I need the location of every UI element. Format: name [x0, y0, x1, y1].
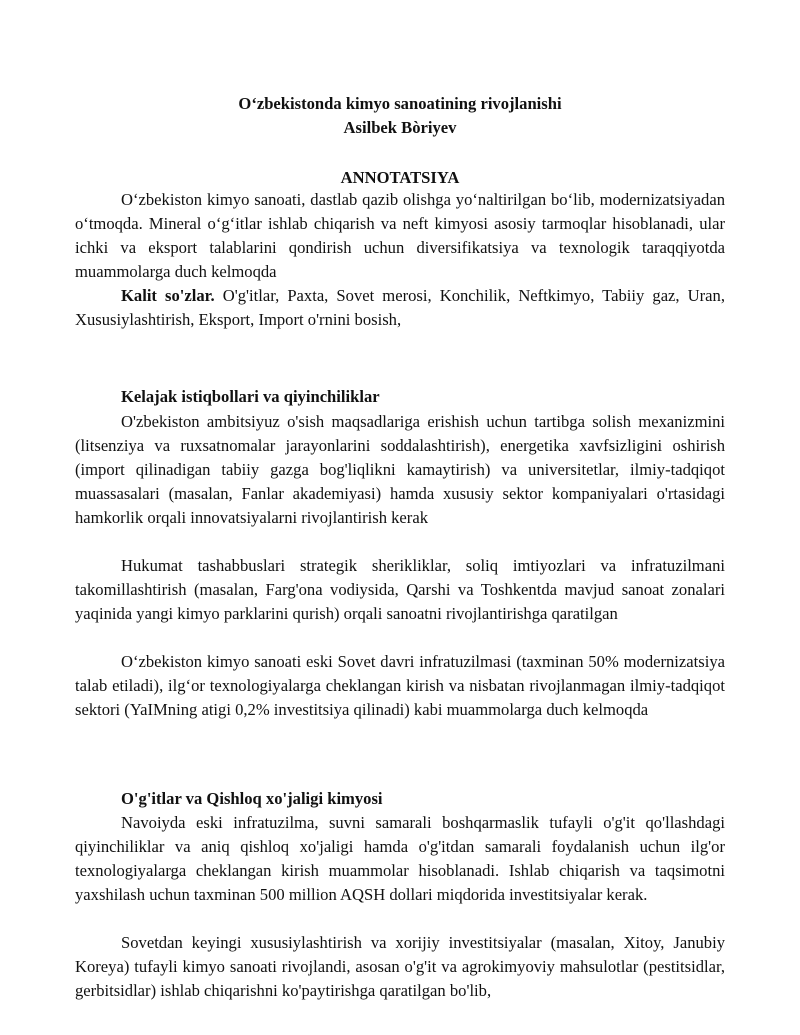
document-title: O‘zbekistonda kimyo sanoatining rivojlanishi [238, 94, 562, 113]
abstract-block [75, 188, 725, 332]
section-paragraph: O‘zbekiston kimyo sanoati eski Sovet davri infratuzilmasi (taxminan 50% modernizatsiya talab etiladi), ilg‘or texnologiyalarga cheklangan kirish va nisbatan rivojlanmagan ilmiy-tadqiqot sektori (YaIMning atigi 0,2% investitsiya qilinadi) kabi muammolarga duch kelmoqda [75, 652, 725, 719]
keywords-label: Kalit so'zlar. [121, 286, 215, 305]
keywords-paragraph [75, 284, 725, 332]
section-heading: O'g'itlar va Qishloq xo'jaligi kimyosi [121, 789, 383, 808]
section-paragraph: O'zbekiston ambitsiyuz o'sish maqsadlariga erishish uchun tartibga solish mexanizmini (litsenziya va ruxsatnomalar jarayonlarini soddalashtirish), energetika xavfsizligini oshirish (import qilinadigan tabiiy gazga bog'liqlikni kamaytirish) va universitetlar, ilmiy-tadqiqot muassasalari (masalan, Fanlar akademiyasi) hamda xususiy sektor kompaniyalari o'rtasidagi hamkorlik orqali innovatsiyalarni rivojlantirish kerak [75, 412, 725, 527]
section-fertilizers [75, 787, 725, 1003]
abstract-heading: ANNOTATSIYA [340, 168, 460, 187]
section-future-prospects [75, 385, 725, 722]
section-paragraph: Hukumat tashabbuslari strategik sherikliklar, soliq imtiyozlari va infratuzilmani takomillashtirish (masalan, Farg'ona vodiysida, Qarshi va Toshkentda mavjud sanoat zonalari yaqinida yangi kimyo parklarini qurish) orqali sanoatni rivojlantirishga qaratilgan [75, 556, 725, 623]
section-paragraph: Navoiyda eski infratuzilma, suvni samarali boshqarmaslik tufayli o'g'it qo'llashdagi qiyinchiliklar va aniq qishloq xo'jaligi hamda o'g'itdan samarali foydalanish uchun ilg'or texnologiyalarga cheklangan kirish muammolar hisoblanadi. Ishlab chiqarish va taqsimotni yaxshilash uchun taxminan 500 million AQSH dollari miqdorida investitsiyalar kerak. [75, 813, 725, 904]
section-heading: Kelajak istiqbollari va qiyinchiliklar [121, 387, 380, 406]
keywords-text: O'g'itlar, Paxta, Sovet merosi, Konchilik, Neftkimyo, Tabiiy gaz, Uran, Xususiylashtirish, Eksport, Import o'rnini bosish, [75, 286, 725, 329]
document-author: Asilbek Bòriyev [343, 118, 457, 137]
abstract-text: O‘zbekiston kimyo sanoati, dastlab qazib olishga yo‘naltirilgan bo‘lib, modernizatsiyadan o‘tmoqda. Mineral o‘g‘itlar ishlab chiqarish va neft kimyosi asosiy tarmoqlar hisoblanadi, ular ichki va eksport talablarini qondirish uchun diversifikatsiya va texnologik taraqqiyotda muammolarga duch kelmoqda [75, 190, 725, 281]
section-paragraph: Sovetdan keyingi xususiylashtirish va xorijiy investitsiyalar (masalan, Xitoy, Janubiy Koreya) tufayli kimyo sanoati rivojlandi, asosan o'g'it va agrokimyoviy mahsulotlar (pestitsidlar, gerbitsidlar) ishlab chiqarishni ko'paytirishga qaratilgan bo'lib, [75, 933, 725, 1000]
